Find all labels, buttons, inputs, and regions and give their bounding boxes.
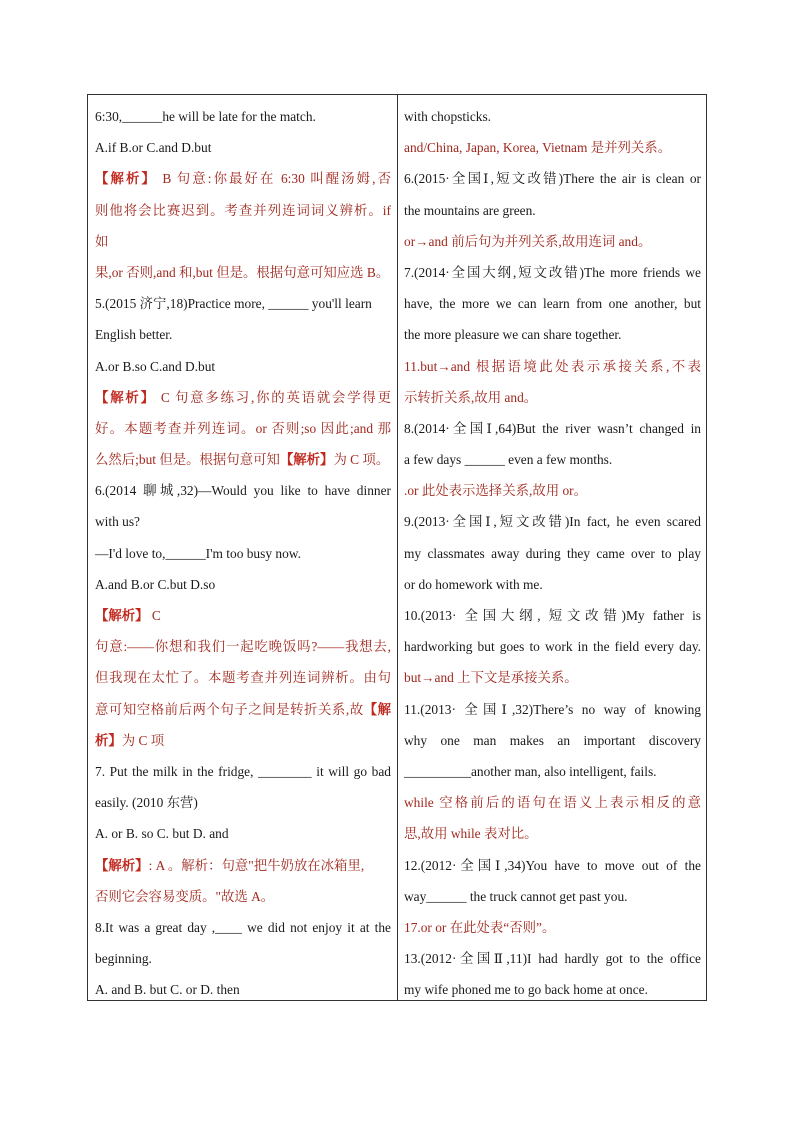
question-text: 6.(2014 聊城,32)—Would you like to have dinner: [95, 483, 391, 499]
analysis-tag: 析】: [95, 732, 122, 748]
right-line: [404, 444, 701, 475]
left-line: [95, 631, 391, 662]
left-line: [95, 600, 391, 631]
right-line: [404, 631, 701, 662]
right-line: [404, 288, 701, 319]
question-text: 7. Put the milk in the fridge, ________ it will go bad: [95, 763, 391, 779]
worksheet-table: [87, 94, 707, 1001]
question-text: A.if B.or C.and D.but: [95, 140, 212, 156]
answer-text: or→and 前后句为并列关系,故用连词 and。: [404, 233, 652, 249]
left-line: [95, 818, 391, 849]
question-text: way______ the truck cannot get past you.: [404, 888, 628, 904]
left-column: [95, 101, 391, 1005]
right-line: [404, 382, 701, 413]
answer-text: 示转折关系,故用 and。: [404, 389, 538, 405]
answer-text: 如: [95, 233, 109, 249]
left-line: [95, 725, 391, 756]
question-text: 6:30,______he will be late for the match.: [95, 109, 316, 124]
right-line: [404, 132, 701, 163]
right-line: [404, 226, 701, 257]
left-line: [95, 662, 391, 693]
left-line: [95, 319, 391, 350]
right-line: [404, 475, 701, 506]
right-line: [404, 257, 701, 288]
answer-text: : A 。解析：句意"把牛奶放在冰箱里,: [148, 857, 365, 873]
left-line: [95, 756, 391, 787]
left-line: [95, 132, 391, 163]
right-line: [404, 413, 701, 444]
left-line: [95, 257, 391, 288]
right-line: [404, 725, 701, 756]
right-line: [404, 912, 701, 943]
question-text: 8.(2014·全国Ⅰ,64)But the river wasn’t changed in: [404, 420, 701, 436]
question-text: 5.(2015 济宁,18)Practice more, ______ you'll learn: [95, 296, 372, 312]
question-text: with us?: [95, 514, 141, 530]
question-text: my wife phoned me to go back home at once.: [404, 982, 648, 998]
analysis-tag: 【解析】: [95, 171, 157, 187]
left-line: [95, 288, 391, 319]
right-line: [404, 787, 701, 818]
answer-text: C 句意多练习,你的英语就会学得更: [155, 389, 391, 405]
analysis-tag: 【解: [363, 701, 391, 717]
right-line: [404, 850, 701, 881]
answer-text: B 句意:你最好在 6:30 叫醒汤姆,否: [156, 171, 391, 187]
left-line: [95, 444, 391, 475]
right-line: [404, 943, 701, 974]
right-line: [404, 163, 701, 194]
left-line: [95, 101, 391, 132]
right-line: [404, 881, 701, 912]
question-text: 6.(2015·全国Ⅰ,短文改错)There the air is clean or: [404, 171, 701, 187]
answer-text: 思,故用 while 表对比。: [404, 826, 538, 842]
left-line: [95, 538, 391, 569]
question-text: English better.: [95, 327, 173, 343]
right-line: [404, 662, 701, 693]
right-line: [404, 319, 701, 350]
analysis-tag: 【解析】: [279, 452, 334, 468]
answer-text: 句意:——你想和我们一起吃晚饭吗?——我想去,: [95, 639, 391, 655]
question-text: beginning.: [95, 951, 152, 967]
analysis-tag: 【解析】: [95, 857, 149, 873]
question-text: 12.(2012·全国Ⅰ,34)You have to move out of the: [404, 857, 701, 873]
left-line: [95, 413, 391, 444]
question-text: A. and B. but C. or D. then: [95, 982, 240, 998]
answer-text: and/China, Japan, Korea, Vietnam 是并列关系。: [404, 140, 672, 156]
answer-text: but→and 上下文是承接关系。: [404, 670, 578, 686]
question-text: have, the more we can learn from one another, but: [404, 296, 701, 312]
analysis-tag: 【解析】: [95, 608, 149, 623]
question-text: A.or B.so C.and D.but: [95, 358, 216, 374]
left-line: [95, 881, 391, 912]
right-line: [404, 600, 701, 631]
right-line: [404, 506, 701, 537]
question-text: A. or B. so C. but D. and: [95, 826, 229, 842]
question-text: 10.(2013· 全国大纲, 短文改错)My father is: [404, 608, 701, 623]
question-text: 11.(2013· 全国Ⅰ,32)There’s no way of knowing: [404, 701, 701, 717]
question-text: 13.(2012·全国Ⅱ,11)I had hardly got to the office: [404, 951, 701, 967]
right-line: [404, 351, 701, 382]
right-line: [404, 101, 701, 132]
question-text: hardworking but goes to work in the field every day.: [404, 639, 701, 655]
answer-text: .or 此处表示选择关系,故用 or。: [404, 483, 587, 499]
question-text: 9.(2013·全国Ⅰ,短文改错)In fact, he even scared: [404, 514, 701, 530]
answer-text: 则他将会比赛迟到。考查并列连词词义辨析。if: [95, 202, 391, 218]
left-line: [95, 195, 391, 226]
left-line: [95, 569, 391, 600]
answer-text: 么然后;but 但是。根据句意可知: [95, 452, 280, 468]
question-text: A.and B.or C.but D.so: [95, 576, 216, 592]
answer-text: 否则它会容易变质。"故选 A。: [95, 888, 275, 904]
question-text: the more pleasure we can share together.: [404, 327, 622, 343]
left-line: [95, 163, 391, 194]
answer-text: 17.or or 在此处表“否则”。: [404, 919, 556, 935]
left-line: [95, 912, 391, 943]
answer-text: 果,or 否则,and 和,but 但是。根据句意可知应选 B。: [95, 264, 390, 280]
right-line: [404, 694, 701, 725]
left-line: [95, 694, 391, 725]
answer-text: C: [148, 608, 161, 623]
left-line: [95, 506, 391, 537]
question-text: or do homework with me.: [404, 576, 543, 592]
answer-text: 为 C 项。: [333, 452, 390, 468]
question-text: easily. (2010 东营): [95, 795, 198, 811]
left-line: [95, 351, 391, 382]
right-column: [404, 101, 701, 1005]
left-line: [95, 475, 391, 506]
question-text: 7.(2014·全国大纲,短文改错)The more friends we: [404, 264, 701, 280]
left-line: [95, 943, 391, 974]
question-text: my classmates away during they came over to play: [404, 545, 701, 561]
right-line: [404, 195, 701, 226]
left-line: [95, 382, 391, 413]
question-text: __________another man, also intelligent, fails.: [404, 763, 657, 779]
left-line: [95, 974, 391, 1005]
right-line: [404, 756, 701, 787]
column-divider: [397, 95, 398, 1000]
analysis-tag: 【解析】: [95, 389, 156, 405]
right-line: [404, 974, 701, 1005]
right-line: [404, 569, 701, 600]
left-line: [95, 850, 391, 881]
question-text: why one man makes an important discovery: [404, 732, 701, 748]
question-text: with chopsticks.: [404, 109, 492, 124]
answer-text: 但我现在太忙了。本题考查并列连词辨析。由句: [95, 670, 391, 686]
question-text: a few days ______ even a few months.: [404, 452, 613, 468]
question-text: the mountains are green.: [404, 202, 536, 218]
answer-text: 为 C 项: [121, 732, 165, 748]
left-line: [95, 787, 391, 818]
question-text: —I'd love to,______I'm too busy now.: [95, 545, 301, 561]
answer-text: 11.but→and 根据语境此处表示承接关系,不表: [404, 358, 701, 374]
answer-text: while 空格前后的语句在语义上表示相反的意: [404, 795, 701, 811]
right-line: [404, 818, 701, 849]
question-text: 8.It was a great day ,____ we did not enjoy it at the: [95, 919, 391, 935]
answer-text: 好。本题考查并列连词。or 否则;so 因此;and 那: [95, 420, 391, 436]
right-line: [404, 538, 701, 569]
answer-text: 意可知空格前后两个句子之间是转折关系,故: [95, 701, 364, 717]
left-line: [95, 226, 391, 257]
